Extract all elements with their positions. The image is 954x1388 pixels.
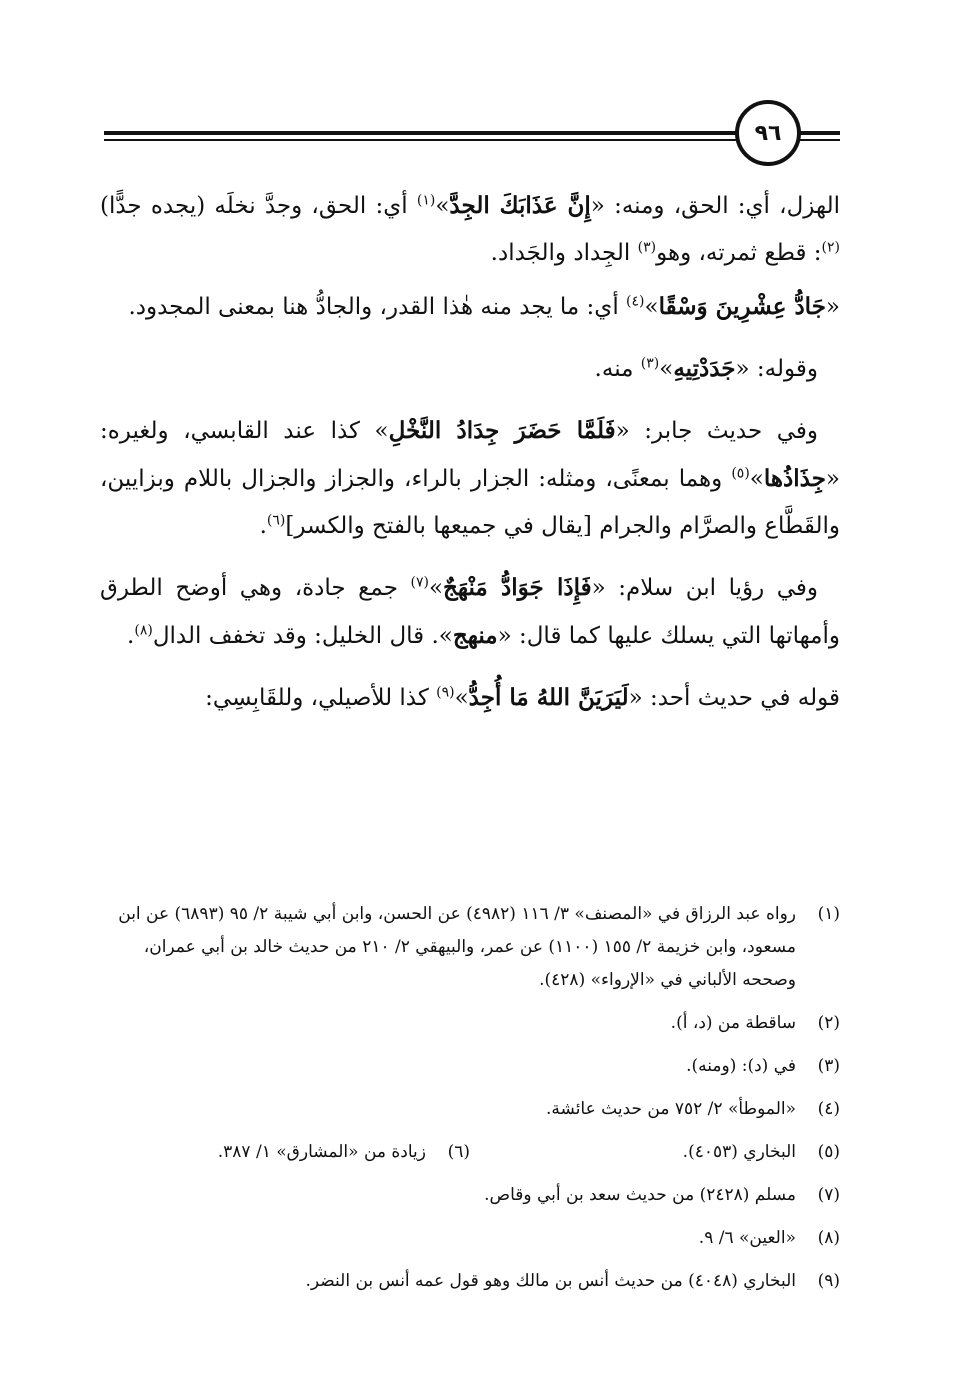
footnote-1 <box>100 898 840 997</box>
text: منه. <box>594 356 641 382</box>
footnote-ref: (٧) <box>410 574 429 591</box>
footnote-ref: (٥) <box>731 465 750 482</box>
footnote-text: البخاري (٤٠٤٨) من حديث أنس بن مالك وهو قول عمه أنس بن النضر. <box>305 1271 796 1291</box>
text: قوله في حديث أحد: « <box>628 685 840 711</box>
footnote-6 <box>100 1136 470 1169</box>
text: كذا للأصيلي، وللقَابِسِي: <box>205 685 437 711</box>
footnote-number: (١) <box>817 904 840 924</box>
text: . <box>127 623 135 649</box>
text: وفي رؤيا ابن سلام: « <box>591 575 819 601</box>
footnote-number: (٤) <box>817 1099 840 1119</box>
header-rule-thin <box>104 139 840 141</box>
text: أي: الحق، وجدَّ نخلَه (يجده جدًّا) <box>100 193 417 219</box>
header-rule-thick <box>104 131 840 135</box>
footnote-text: رواه عبد الرزاق في «المصنف» ٣/ ١١٦ (٤٩٨٢) عن الحسن، وابن أبي شيبة ٢/ ٩٥ (٦٨٩٣) عن ابن مسعود، وابن خزيمة ٢/ ١٥٥ (١١٠٠) عن عمر، والبيهقي ٢/ ٢١٠ من حديث خالد بن أبي عمران، وصححه الألباني في «الإرواء» (٤٢٨). <box>118 904 796 990</box>
footnote-ref: (٨) <box>134 622 153 639</box>
footnote-text: «العين» ٦/ ٩. <box>698 1228 796 1248</box>
footnote-ref: (٢) <box>821 239 840 256</box>
footnote-text: في (د): (ومنه). <box>686 1056 796 1076</box>
footnote-text: مسلم (٢٤٢٨) من حديث سعد بن أبي وقاص. <box>484 1185 796 1205</box>
footnote-7 <box>100 1179 840 1212</box>
footnote-4 <box>100 1093 840 1126</box>
text: وهما بمعنًى، ومثله: الجزار بالراء، والجزاز والجزال باللام وبزايين، والقَطَّاع والصرَّام والجرام [يقال في جميعها بالفتح والكسر] <box>100 466 840 539</box>
footnote-text: زيادة من «المشارق» ١/ ٣٨٧. <box>217 1142 426 1162</box>
hadith-quote: فَإِذَا جَوَادُّ مَنْهَجٌ <box>443 574 592 601</box>
hadith-quote: لَيَرَيَنَّ اللهُ مَا أُجِدُّ <box>468 684 629 711</box>
footnote-ref: (١) <box>416 192 436 209</box>
text: ». قال الخليل: وقد تخفف الدال <box>152 623 453 649</box>
text: : قطع ثمرته، وهو <box>656 240 822 266</box>
paragraph-6 <box>100 674 840 722</box>
text: وقوله: « <box>735 356 818 382</box>
footnote-row-5-6 <box>100 1136 840 1169</box>
text: « <box>825 294 840 320</box>
footnote-ref: (٩) <box>436 684 455 701</box>
footnote-text: «الموطأ» ٢/ ٧٥٢ من حديث عائشة. <box>546 1099 796 1119</box>
footnote-8 <box>100 1222 840 1255</box>
footnote-text: ساقطة من (د، أ). <box>670 1013 796 1033</box>
page-number: ٩٦ <box>754 120 782 146</box>
paragraph-5 <box>100 564 840 660</box>
footnote-ref: (٦) <box>266 512 286 529</box>
footnote-ref: (٤) <box>626 293 645 310</box>
footnote-number: (٦) <box>447 1142 470 1162</box>
footnote-number: (٧) <box>817 1185 840 1205</box>
text: » <box>428 575 444 601</box>
paragraph-1 <box>100 182 840 277</box>
text: » كذا عند القابسي، ولغيره: « <box>100 418 840 492</box>
footnote-5 <box>470 1136 840 1169</box>
footnote-3 <box>100 1050 840 1083</box>
text: » <box>659 356 674 382</box>
page-number-badge <box>735 100 801 166</box>
hadith-quote: فَلَمَّا حَضَرَ جِدَادُ النَّخْلِ <box>388 417 616 444</box>
footnote-9 <box>100 1265 840 1298</box>
footnote-number: (٩) <box>817 1271 840 1291</box>
hadith-quote: جَدَدْتِيهِ <box>673 355 736 382</box>
footnote-text: البخاري (٤٠٥٣). <box>682 1142 796 1162</box>
text: الجِداد والجَداد. <box>490 240 638 266</box>
paragraph-3 <box>100 345 840 393</box>
footnote-number: (٣) <box>817 1056 840 1076</box>
text: أي: ما يجد منه هٰذا القدر، والجادُّ هنا بمعنى المجدود. <box>128 294 627 320</box>
footnotes <box>100 898 840 1308</box>
text: » <box>644 294 659 320</box>
text: . <box>259 513 267 539</box>
footnote-ref: (٣) <box>637 239 657 256</box>
footnote-number: (٨) <box>817 1228 840 1248</box>
footnote-2 <box>100 1007 840 1040</box>
main-text <box>100 182 840 736</box>
hadith-quote: جَادُّ عِشْرِينَ وَسْقًا <box>658 293 826 320</box>
text: » <box>435 193 450 219</box>
hadith-quote: جِذَاذُها <box>763 465 826 492</box>
footnote-number: (٢) <box>817 1013 840 1033</box>
footnote-ref: (٣) <box>640 355 660 372</box>
text: الهزل، أي: الحق، ومنه: « <box>590 193 840 219</box>
hadith-quote: منهج <box>452 622 498 649</box>
text: جمع جادة، وهي أوضح الطرق وأمهاتها التي يسلك عليها كما قال: « <box>100 575 840 649</box>
text: » <box>749 466 764 492</box>
footnote-number: (٥) <box>817 1142 840 1162</box>
quran-quote: إِنَّ عَذَابَكَ الجِدَّ <box>449 192 591 219</box>
text: » <box>454 685 469 711</box>
paragraph-4 <box>100 407 840 550</box>
text: وفي حديث جابر: « <box>615 418 818 444</box>
paragraph-2 <box>100 283 840 331</box>
